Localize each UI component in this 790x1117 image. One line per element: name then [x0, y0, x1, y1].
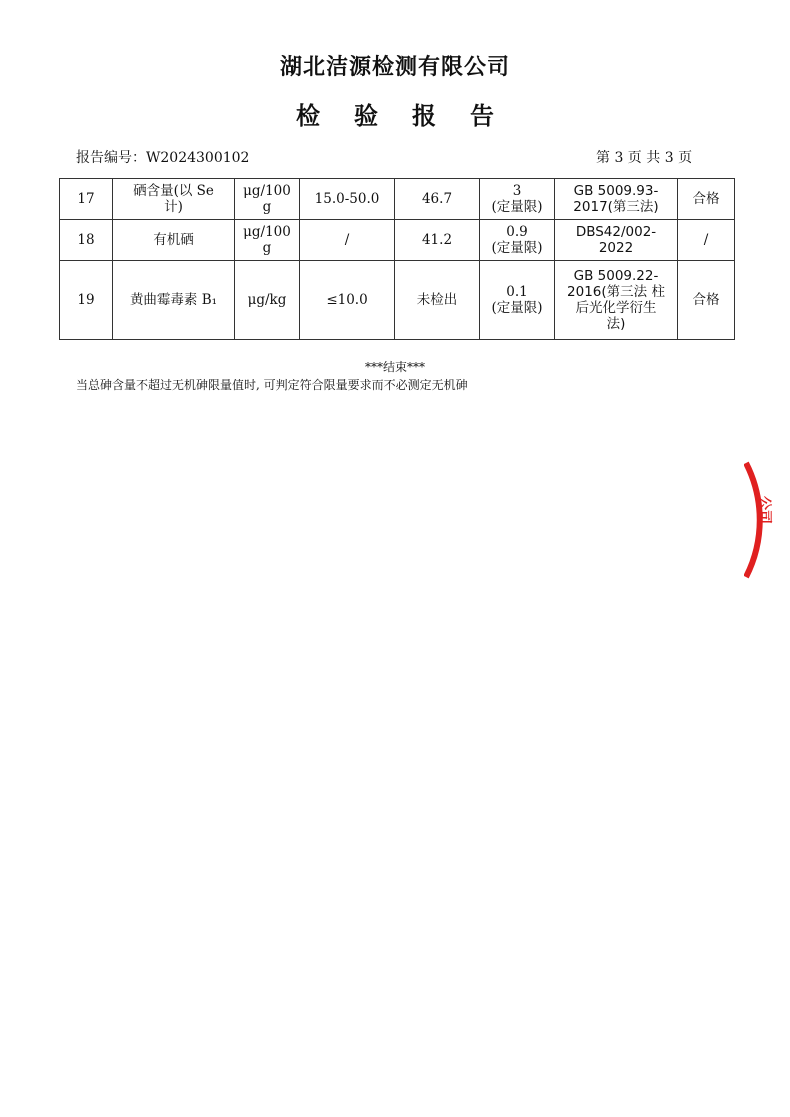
company-name: 湖北洁源检测有限公司 — [279, 55, 510, 80]
report-title: 检验报告 — [296, 102, 528, 130]
verdict: 合格 — [678, 179, 735, 220]
test-method: DBS42/002- 2022 — [555, 220, 678, 261]
test-method: GB 5009.22- 2016(第三法 柱 后光化学衍生 法) — [555, 261, 678, 340]
standard-value: / — [300, 220, 395, 261]
standard-value: 15.0-50.0 — [300, 179, 395, 220]
page-info: 第 3 页 共 3 页 — [596, 150, 693, 166]
verdict: / — [678, 220, 735, 261]
detection-limit: 0.9 (定量限) — [480, 220, 555, 261]
results-table — [59, 178, 735, 340]
test-item: 有机硒 — [113, 220, 235, 261]
report-number: 报告编号：W2024300102 — [76, 150, 250, 166]
detection-limit: 3 (定量限) — [480, 179, 555, 220]
row-number: 17 — [60, 179, 113, 220]
test-method: GB 5009.93- 2017(第三法) — [555, 179, 678, 220]
standard-value: ≤10.0 — [300, 261, 395, 340]
table-row — [60, 179, 735, 220]
unit: μg/100 g — [235, 220, 300, 261]
table-row — [60, 261, 735, 340]
detection-limit: 0.1 (定量限) — [480, 261, 555, 340]
test-item: 硒含量(以 Se 计) — [113, 179, 235, 220]
verdict: 合格 — [678, 261, 735, 340]
seal-text: 公司 — [756, 496, 772, 524]
table-row — [60, 220, 735, 261]
test-result: 未检出 — [395, 261, 480, 340]
row-number: 18 — [60, 220, 113, 261]
end-marker: ***结束*** — [364, 360, 425, 374]
test-result: 41.2 — [395, 220, 480, 261]
unit: μg/100 g — [235, 179, 300, 220]
footnote: 当总砷含量不超过无机砷限量值时, 可判定符合限量要求而不必测定无机砷 — [76, 378, 468, 392]
test-item: 黄曲霉毒素 B₁ — [113, 261, 235, 340]
unit: μg/kg — [235, 261, 300, 340]
test-result: 46.7 — [395, 179, 480, 220]
row-number: 19 — [60, 261, 113, 340]
official-seal-icon — [744, 455, 790, 585]
